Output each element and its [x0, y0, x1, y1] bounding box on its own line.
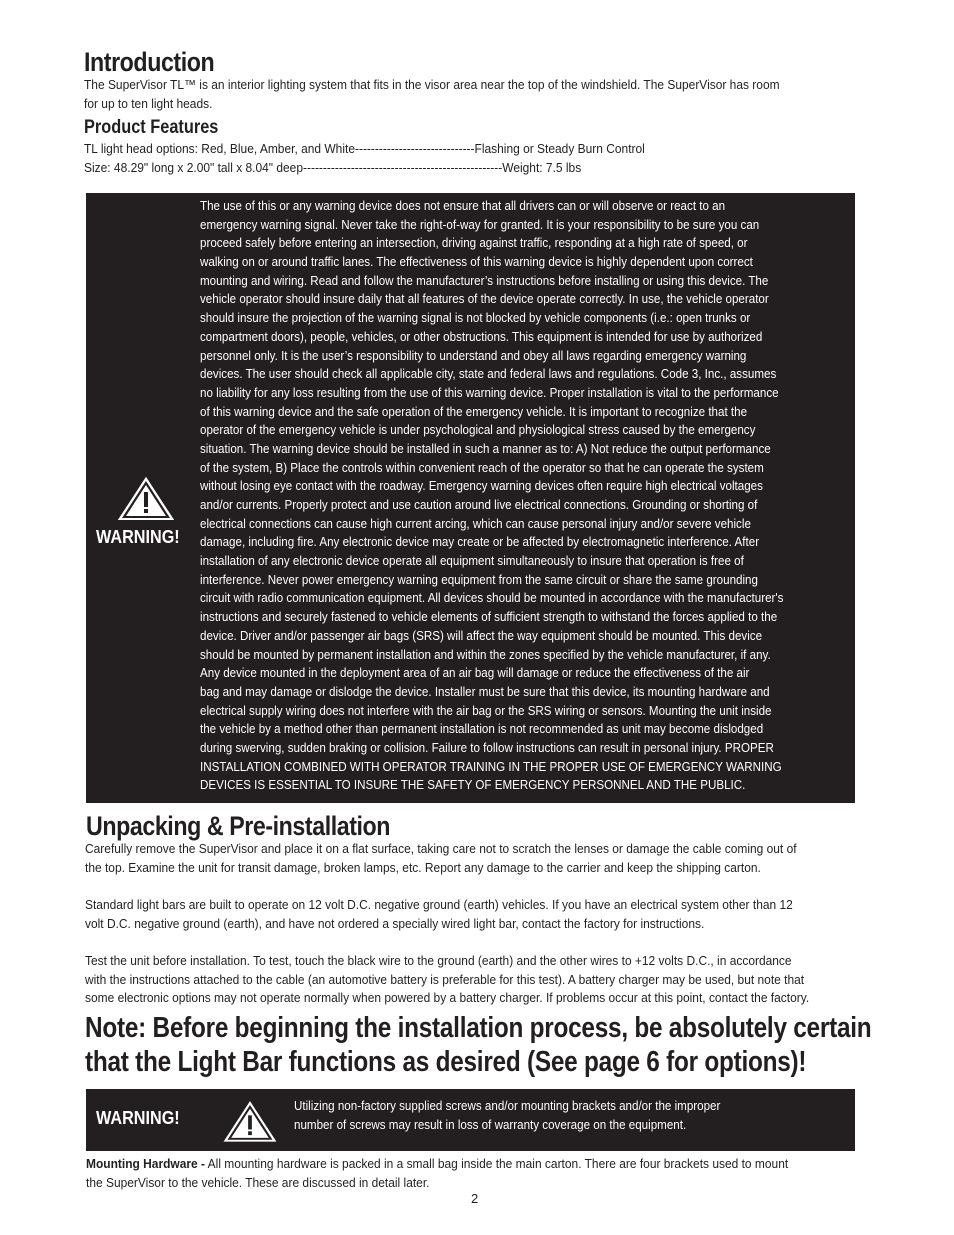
product-feature-line: Size: 48.29" long x 2.00" tall x 8.04" deep--------------------------------------------------Weight: 7.5 lbs — [84, 159, 582, 175]
warning-text-line: should be mounted by permanent installation and within the zones specified by the vehicle manufacturer, if any. — [200, 646, 771, 662]
mounting-hardware-text — [86, 1155, 788, 1192]
mounting-hardware-lead: Mounting Hardware - — [86, 1156, 206, 1171]
warning-text-line: electrical connections can cause high current arcing, which can cause personal injury and/or severe vehicle — [200, 515, 751, 531]
introduction-line: for up to ten light heads. — [84, 95, 213, 111]
installation-note — [85, 1011, 871, 1079]
unpacking-line: Test the unit before installation. To test, touch the black wire to the ground (earth) and the other wires to +12 volts D.C., in accordance — [85, 953, 792, 968]
warning-text-line: of the system, B) Place the controls within convenient reach of the operator so that he can operate the system — [200, 459, 764, 475]
warning-text-line: bag and may damage or dislodge the device. Installer must be sure that this device, its mounting hardware and — [200, 683, 770, 699]
warning-triangle-icon — [219, 1096, 281, 1146]
unpacking-paragraph-3 — [85, 952, 809, 1008]
warning-text-line: installation of any electronic device operate all equipment simultaneously to insure that operation is free of — [200, 553, 744, 569]
mounting-hardware-line-rest: All mounting hardware is packed in a small bag inside the main carton. There are four brackets used to mount — [205, 1156, 789, 1171]
main-warning-text — [200, 197, 783, 795]
unpacking-line: some electronic options may not operate normally when powered by a battery charger. If problems occur at this point, contact the factory. — [85, 990, 810, 1006]
unpacking-paragraph-1 — [85, 840, 797, 877]
warning-triangle-icon — [113, 472, 179, 524]
hardware-warning-line: Utilizing non-factory supplied screws and/or mounting brackets and/or the improper — [294, 1098, 721, 1113]
hardware-warning-line: number of screws may result in loss of warranty coverage on the equipment. — [294, 1116, 687, 1132]
warning-text-line: The use of this or any warning device does not ensure that all drivers can or will observe or react to an — [200, 198, 726, 213]
warning-text-line: INSTALLATION COMBINED WITH OPERATOR TRAINING IN THE PROPER USE OF EMERGENCY WARNING — [200, 758, 782, 774]
warning-text-line: personnel only. It is the user’s responsibility to understand and obey all laws regarding emergency warning — [200, 347, 747, 363]
warning-text-line: electrical supply wiring does not interfere with the air bag or the SRS wiring or sensors. Mounting the unit inside — [200, 702, 772, 718]
warning-text-line: compartment doors), people, vehicles, or other obstructions. This equipment is intended for use by authorized — [200, 328, 763, 344]
warning-text-line: interference. Never power emergency warning equipment from the same circuit or share the same grounding — [200, 571, 758, 587]
introduction-line: The SuperVisor TL™ is an interior lighting system that fits in the visor area near the top of the windshield. The SuperVisor has room — [84, 77, 780, 92]
note-line: Note: Before beginning the installation process, be absolutely certain — [85, 1012, 872, 1044]
product-feature-line: TL light head options: Red, Blue, Amber, and White------------------------------Flashing or Steady Burn Control — [84, 141, 645, 156]
hardware-warning-text — [294, 1097, 720, 1134]
warning-text-line: Any device mounted in the deployment area of an air bag will damage or reduce the effectiveness of the air — [200, 665, 750, 681]
warning-text-line: situation. The warning device should be installed in such a manner as to: A) Not reduce the output performance — [200, 440, 771, 456]
warning-text-line: devices. The user should check all applicable city, state and federal laws and regulations. Code 3, Inc., assumes — [200, 366, 777, 382]
mounting-hardware-line: the SuperVisor to the vehicle. These are discussed in detail later. — [86, 1174, 430, 1190]
unpacking-line: volt D.C. negative ground (earth), and have not ordered a specially wired light bar, contact the factory for instructions. — [85, 915, 705, 931]
warning-text-line: device. Driver and/or passenger air bags (SRS) will affect the way equipment should be mounted. This device — [200, 627, 763, 643]
unpacking-line: Carefully remove the SuperVisor and place it on a flat surface, taking care not to scratch the lenses or damage the cable coming out of — [85, 841, 797, 856]
note-line: that the Light Bar functions as desired (See page 6 for options)! — [85, 1046, 807, 1078]
warning-text-line: circuit with radio communication equipment. All devices should be mounted in accordance with the manufacturer's — [200, 590, 784, 606]
warning-text-line: no liability for any loss resulting from the use of this warning device. Proper installation is vital to the performance — [200, 384, 779, 400]
warning-text-line: vehicle operator should insure daily that all features of the device operate correctly. In use, the vehicle operator — [200, 291, 769, 307]
warning-text-line: the vehicle by a method other than permanent installation is not recommended as unit may become dislodged — [200, 721, 764, 737]
warning-text-line: of this warning device and the safe operation of the emergency vehicle. It is important to recognize that the — [200, 403, 748, 419]
hardware-warning-box — [86, 1089, 855, 1151]
warning-text-line: should insure the projection of the warning signal is not blocked by vehicle components (i.e.: open trunks or — [200, 310, 751, 326]
warning-text-line: proceed safely before entering an intersection, driving against traffic, responding at a high rate of speed, or — [200, 235, 748, 251]
unpacking-line: Standard light bars are built to operate on 12 volt D.C. negative ground (earth) vehicles. If you have an electrical system other than 12 — [85, 897, 793, 912]
product-features-text — [84, 140, 645, 177]
page-number: 2 — [471, 1191, 479, 1206]
introduction-text — [84, 76, 780, 113]
warning-text-line: and/or currents. Properly protect and use caution around live electrical connections. Grounding or shorting of — [200, 497, 758, 512]
warning-text-line: during swerving, sudden braking or collision. Failure to follow instructions can result in personal injury. PROPER — [200, 739, 774, 755]
product-features-heading: Product Features — [84, 117, 219, 138]
hardware-warning-label: WARNING! — [96, 1108, 180, 1128]
warning-text-line: emergency warning signal. Never take the right-of-way for granted. It is your responsibility to be sure you can — [200, 216, 760, 232]
unpacking-heading: Unpacking & Pre-installation — [86, 811, 391, 841]
introduction-heading: Introduction — [84, 47, 215, 77]
unpacking-line: with the instructions attached to the cable (an automotive battery is preferable for this test). A battery charger may be used, but note that — [85, 971, 805, 987]
mounting-hardware-line — [86, 1155, 788, 1174]
warning-text-line: DEVICES IS ESSENTIAL TO INSURE THE SAFETY OF EMERGENCY PERSONNEL AND THE PUBLIC. — [200, 777, 746, 793]
unpacking-paragraph-2 — [85, 896, 793, 933]
warning-text-line: mounting and wiring. Read and follow the manufacturer’s instructions before installing or using this device. The — [200, 272, 769, 288]
warning-text-line: instructions and securely fastened to vehicle elements of sufficient strength to withstand the forces applied to the — [200, 609, 778, 625]
warning-text-line: without losing eye contact with the roadway. Emergency warning devices often require high electrical voltages — [200, 478, 763, 494]
warning-text-line: damage, including fire. Any electronic device may create or be affected by electromagnetic interference. After — [200, 534, 760, 550]
warning-text-line: walking on or around traffic lanes. The effectiveness of this warning device is highly dependent upon correct — [200, 254, 753, 270]
main-warning-label: WARNING! — [96, 527, 180, 547]
unpacking-line: the top. Examine the unit for transit damage, broken lamps, etc. Report any damage to the carrier and keep the shipping carton. — [85, 859, 761, 875]
main-warning-box — [86, 193, 855, 803]
warning-text-line: operator of the emergency vehicle is under psychological and physiological stress caused by the emergency — [200, 422, 756, 438]
